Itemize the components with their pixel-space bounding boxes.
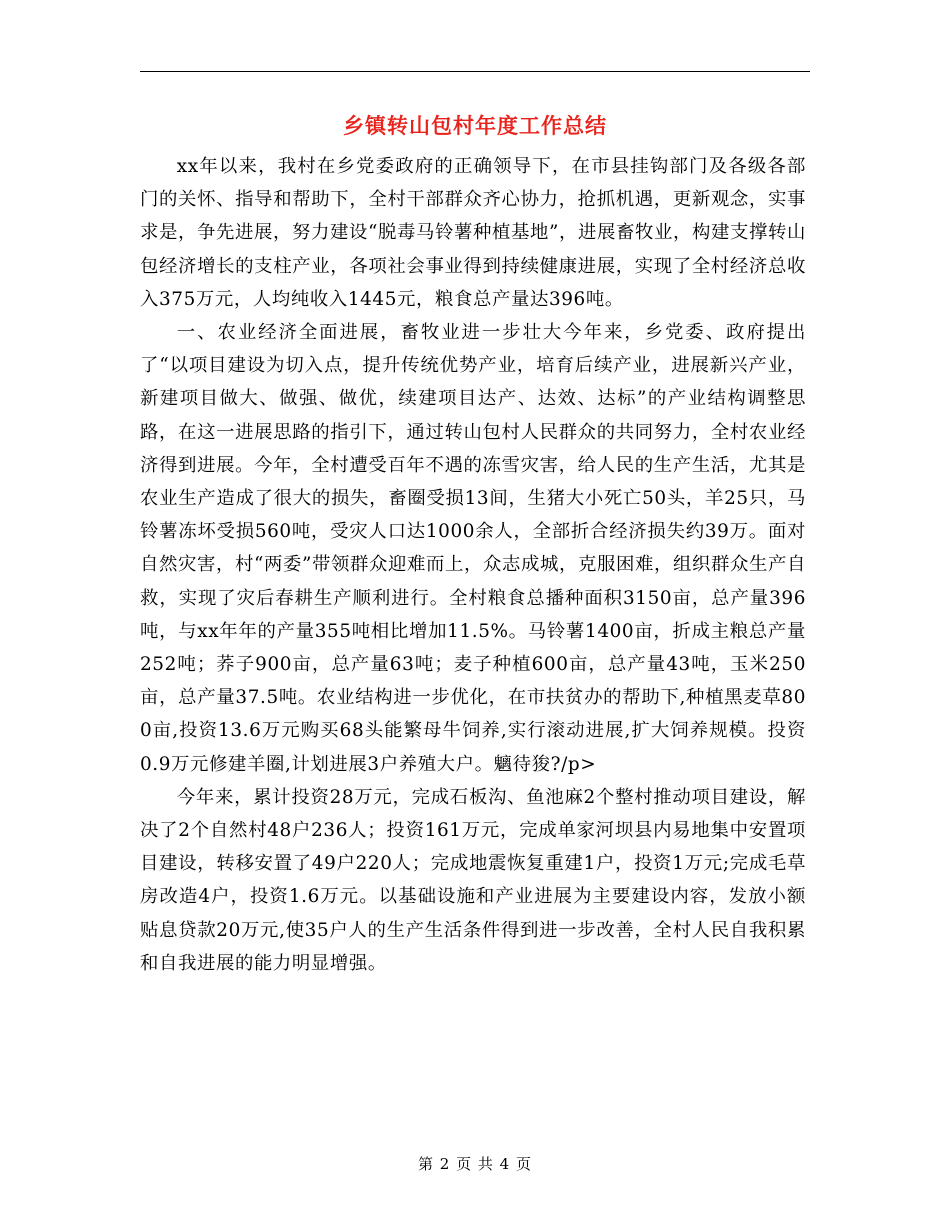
paragraph-intro: xx年以来，我村在乡党委政府的正确领导下，在市县挂钩部门及各级各部门的关怀、指导和帮助下，全村干部群众齐心协力，抢抓机遇，更新观念，实事求是，争先进展，努力建设“脱毒马铃薯种植基地”，进展畜牧业，构建支撑转山包经济增长的支柱产业，各项社会事业得到持续健康进展，实现了全村经济总收入375万元，人均纯收入1445元，粮食总产量达396吨。 [140,156,806,310]
page-number: 第 2 页 共 4 页 [418,1155,532,1173]
paragraph-investment: 今年来，累计投资28万元，完成石板沟、鱼池麻2个整村推动项目建设，解决了2个自然村48户236人；投资161万元，完成单家河坝县内易地集中安置项目建设，转移安置了49户220人；完成地震恢复重建1户，投资1万元;完成毛草房改造4户，投资1.6万元。以基础设施和产业进展为主要建设内容，发放小额贴息贷款20万元,使35户人的生产生活条件得到进一步改善，全村人民自我积累和自我进展的能力明显增强。 [140,786,806,974]
paragraph-agriculture: 一、农业经济全面进展，畜牧业进一步壮大今年来，乡党委、政府提出了“以项目建设为切入点，提升传统优势产业，培育后续产业，进展新兴产业，新建项目做大、做强、做优，续建项目达产、达效、达标”的产业结构调整思路，在这一进展思路的指引下，通过转山包村人民群众的共同努力，全村农业经济得到进展。今年，全村遭受百年不遇的冻雪灾害，给人民的生产生活，尤其是农业生产造成了很大的损失，畜圈受损13间，生猪大小死亡50头，羊25只，马铃薯冻坏受损560吨，受灾人口达1000余人，全部折合经济损失约39万。面对自然灾害，村“两委”带领群众迎难而上，众志成城，克服困难，组织群众生产自救，实现了灾后春耕生产顺利进行。全村粮食总播种面积3150亩，总产量396吨，与xx年年的产量355吨相比增加11.5%。马铃薯1400亩，折成主粮总产量252吨；荞子900亩，总产量63吨；麦子种植600亩，总产量43吨，玉米250亩，总产量37.5吨。农业结构进一步优化，在市扶贫办的帮助下,种植黑麦草800亩,投资13.6万元购买68头能繁母牛饲养,实行滚动进展,扩大饲养规模。投资0.9万元修建羊圈,计划进展3户养殖大户。魑待狻?/p> [140,322,806,775]
document-title: 乡镇转山包村年度工作总结 [343,114,607,138]
header-rule [140,71,810,72]
document-body [140,150,806,980]
